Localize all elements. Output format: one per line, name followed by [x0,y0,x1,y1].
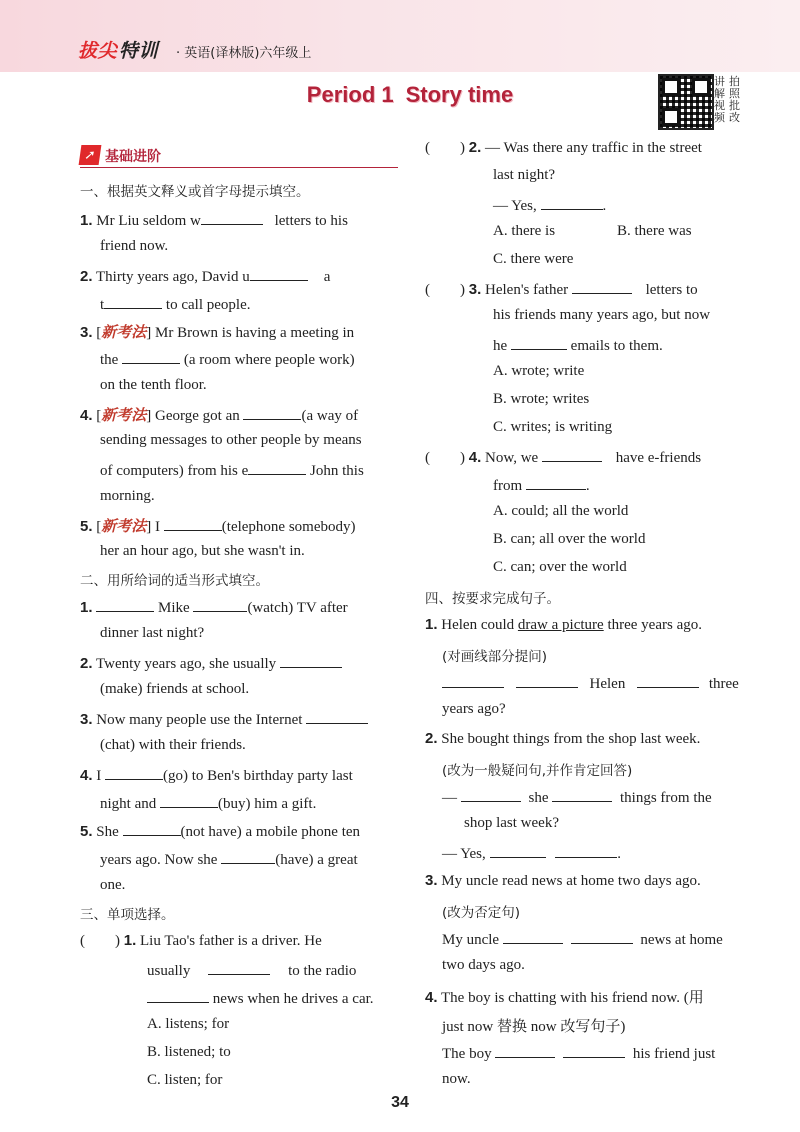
answer-blank[interactable] [495,1043,555,1058]
p3-q1-option-b[interactable]: B. listened; to [147,1044,231,1060]
p2-q3-line1: 3. Now many people use the Internet [80,709,368,729]
answer-blank[interactable] [511,335,567,350]
p4-q2-line3: — she things from the [442,787,712,807]
p4-q1-line3: Helen three [442,673,739,693]
page-title: Period 1 Story time [306,82,514,107]
answer-blank[interactable] [243,405,301,420]
p3-q4-line2: from . [493,475,590,495]
p3-q3-option-c[interactable]: C. writes; is writing [493,419,613,435]
p3-q3-option-a[interactable]: A. wrote; write [493,363,585,379]
answer-blank[interactable] [541,195,603,210]
part1-heading: 一、根据英文释义或首字母提示填空。 [80,184,310,200]
p3-q1-line3: news when he drives a car. [147,988,374,1008]
p4-q2-line4: shop last week? [464,815,559,831]
p4-q4-line1: 4. The boy is chatting with his friend now. (用 [425,989,704,1006]
answer-blank[interactable] [503,929,563,944]
p1-q1-line1: 1. Mr Liu seldom w letters to his [80,212,348,229]
section-divider [80,167,398,168]
p3-q1-option-c[interactable]: C. listen; for [147,1072,223,1088]
p4-q1-line1: 1. Helen could draw a picture three years ago. [425,616,702,633]
p3-q3-line3: he emails to them. [493,335,663,355]
p3-q4-option-b[interactable]: B. can; all over the world [493,531,646,547]
answer-blank[interactable] [122,349,180,364]
p3-q2-option-a[interactable]: A. there is [493,223,556,239]
section-badge-icon: ➚ [79,145,102,165]
p3-q4-option-a[interactable]: A. could; all the world [493,503,629,519]
p1-q4-line4: morning. [100,488,155,504]
p4-q4-line4: now. [442,1071,471,1087]
answer-blank[interactable] [208,960,270,975]
answer-blank[interactable] [516,673,578,688]
answer-blank[interactable] [280,653,342,668]
p2-q5-line3: one. [100,877,126,893]
p3-q3-line2: his friends many years ago, but now [493,307,711,323]
p1-q3-line2: the (a room where people work) [100,349,355,369]
answer-blank[interactable] [123,821,181,836]
part2-heading: 二、用所给词的适当形式填空。 [80,573,269,589]
p1-q5-line2: her an hour ago, but she wasn't in. [100,543,305,559]
p4-q4-line3: The boy his friend just [442,1043,715,1063]
p3-q2-option-c[interactable]: C. there were [493,251,574,267]
p2-q1-line2: dinner last night? [100,625,205,641]
p2-q5-line1: 5. She (not have) a mobile phone ten [80,823,361,840]
answer-blank[interactable] [248,460,306,475]
answer-blank[interactable] [164,516,222,531]
book-title: · 英语(译林版)六年级上 [176,46,312,61]
p3-q1-line1: ( ) 1. Liu Tao's father is a driver. He [80,932,322,949]
p1-q3-line1: 3. [新考法] Mr Brown is having a meeting in [80,323,355,341]
p4-q2-line5: — Yes, . [442,843,621,863]
p3-q1-option-a[interactable]: A. listens; for [147,1016,230,1032]
p4-q1-line4: years ago? [442,701,506,717]
answer-blank[interactable] [221,849,275,864]
p2-q4-line2: night and (buy) him a gift. [100,793,316,813]
answer-blank[interactable] [555,843,617,858]
p1-q2-line2: t to call people. [100,294,250,314]
p3-q2-line3: — Yes, . [493,195,606,215]
p3-q4-line1: ( ) 4. Now, we have e-friends [425,449,702,466]
answer-blank[interactable] [526,475,586,490]
p3-q3-line1: ( ) 3. Helen's father letters to [425,281,698,298]
answer-blank[interactable] [250,266,308,281]
answer-blank[interactable] [637,673,699,688]
part4-heading: 四、按要求完成句子。 [425,591,560,607]
answer-blank[interactable] [160,793,218,808]
p4-q3-line4: two days ago. [442,957,525,973]
p3-q2-option-b[interactable]: B. there was [617,223,692,239]
p1-q1-line2: friend now. [100,238,169,254]
answer-blank[interactable] [490,843,546,858]
part3-heading: 三、单项选择。 [80,907,175,923]
answer-blank[interactable] [461,787,521,802]
p1-q4-line1: 4. [新考法] George got an (a way of [80,406,359,424]
p2-q2-line2: (make) friends at school. [100,681,250,697]
p3-q2-line1: ( ) 2. — Was there any traffic in the street [425,139,702,156]
p4-q3-line1: 3. My uncle read news at home two days ago. [425,872,701,889]
p1-q3-line3: on the tenth floor. [100,377,207,393]
p1-q4-line3: of computers) from his e John this [100,460,364,480]
answer-blank[interactable] [105,765,163,780]
page-number: 34 [391,1094,409,1111]
p4-q4-line2: just now 替换 now 改写句子) [442,1019,626,1035]
p3-q3-option-b[interactable]: B. wrote; writes [493,391,590,407]
answer-blank[interactable] [201,210,263,225]
p4-q3-line3: My uncle news at home [442,929,723,949]
p4-q1-instruction: (对画线部分提问) [442,649,548,665]
answer-blank[interactable] [563,1043,625,1058]
p2-q4-line1: 4. I (go) to Ben's birthday party last [80,767,353,784]
answer-blank[interactable] [571,929,633,944]
p2-q2-line1: 2. Twenty years ago, she usually [80,653,342,673]
qr-code-icon[interactable] [658,74,714,130]
answer-blank[interactable] [542,447,602,462]
p2-q1-line1: 1. Mike (watch) TV after [80,599,348,616]
p1-q5-line1: 5. [新考法] I (telephone somebody) [80,517,356,535]
answer-blank[interactable] [96,597,154,612]
answer-blank[interactable] [193,597,247,612]
brand-logo: 拔尖 特训 [78,40,159,62]
qr-label: 讲 拍 解 照 视 批 频 改 [714,75,740,124]
answer-blank[interactable] [552,787,612,802]
answer-blank[interactable] [442,673,504,688]
section-badge-title: 基础进阶 [105,149,161,165]
p4-q2-instruction: (改为一般疑问句,并作肯定回答) [442,763,633,779]
p1-q4-line2: sending messages to other people by means [100,432,362,448]
answer-blank[interactable] [572,279,632,294]
answer-blank[interactable] [306,709,368,724]
p2-q3-line2: (chat) with their friends. [100,737,246,753]
answer-blank[interactable] [104,294,162,309]
p4-q3-instruction: (改为否定句) [442,905,521,921]
answer-blank[interactable] [147,988,209,1003]
p3-q4-option-c[interactable]: C. can; over the world [493,559,627,575]
p1-q2-line1: 2. Thirty years ago, David u a [80,268,331,285]
p2-q5-line2: years ago. Now she (have) a great [100,849,358,869]
p3-q1-line2: usually to the radio [147,960,356,980]
p3-q2-line2: last night? [493,167,556,183]
p4-q2-line1: 2. She bought things from the shop last week. [425,730,701,747]
